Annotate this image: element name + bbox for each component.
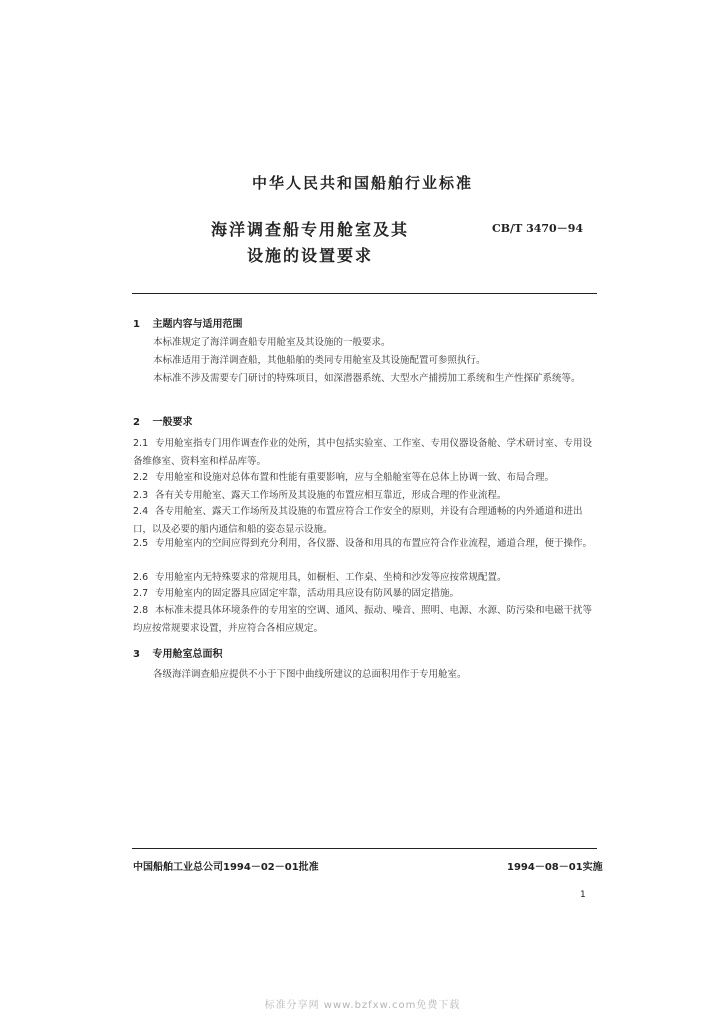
header-divider <box>132 293 597 294</box>
section-2-heading <box>133 413 192 428</box>
clause-2-5 <box>133 535 599 553</box>
section-3-number: 3 <box>133 649 140 660</box>
clause-number: 2.6 <box>133 572 149 583</box>
clause-number: 2.3 <box>133 490 149 501</box>
document-title-line-2: 设施的设置要求 <box>246 246 373 265</box>
clause-2-8 <box>133 602 599 638</box>
section-3-title: 专用舱室总面积 <box>152 649 223 660</box>
clause-text: 专用舱室和设施对总体布置和性能有重要影响，应与全船舱室等在总体上协调一致、布局合理。 <box>155 472 555 483</box>
clause-2-7 <box>133 585 599 603</box>
clause-number: 2.5 <box>133 538 149 549</box>
section-1-heading <box>133 315 242 330</box>
clause-number: 2.7 <box>133 588 149 599</box>
clause-number: 2.1 <box>133 438 149 449</box>
effective-date: 1994－08－01实施 <box>507 862 603 873</box>
clause-2-1 <box>133 435 599 471</box>
clause-2-4 <box>133 503 599 539</box>
clause-number: 2.2 <box>133 472 149 483</box>
clause-text: 专用舱室内的空间应得到充分利用，各仪器、设备和用具的布置应符合作业流程，通道合理，便于操作。 <box>155 538 593 549</box>
clause-text: 各有关专用舱室、露天工作场所及其设施的布置应相互靠近，形成合理的作业流程。 <box>155 490 507 501</box>
clause-number: 2.4 <box>133 506 149 517</box>
approval-issuer: 中国船舶工业总公司1994－02－01批准 <box>133 862 319 873</box>
watermark: 标准分享网 www.bzfxw.com免费下载 <box>264 1000 461 1011</box>
section-3-paragraph: 各级海洋调查船应提供不小于下图中曲线所建议的总面积用作于专用舱室。 <box>153 669 467 680</box>
section-2-number: 2 <box>133 417 140 428</box>
section-1-number: 1 <box>133 319 140 330</box>
document-title-line-1: 海洋调查船专用舱室及其 <box>210 220 409 239</box>
clause-text: 专用舱室内无特殊要求的常规用具，如橱柜、工作桌、坐椅和沙发等应按常规配置。 <box>155 572 507 583</box>
footer-divider <box>132 848 597 849</box>
standard-code: CB/T 3470－94 <box>492 222 584 235</box>
section-3-heading <box>133 645 222 660</box>
clause-text: 专用舱室指专门用作调查作业的处所，其中包括实验室、工作室、专用仪器设备舱、学术研讨室、专用设备维修室、资料室和样品库等。 <box>133 438 593 467</box>
section-1-paragraph: 本标准适用于海洋调查船，其他船舶的类同专用舱室及其设施配置可参照执行。 <box>153 355 486 366</box>
clause-number: 2.8 <box>133 605 149 616</box>
section-1-paragraph: 本标准不涉及需要专门研讨的特殊项目，如深潜器系统、大型水产捕捞加工系统和生产性探矿系统等。 <box>153 373 581 384</box>
standard-category: 中华人民共和国船舶行业标准 <box>251 174 473 192</box>
clause-text: 本标准未提具体环境条件的专用室的空调、通风、振动、噪音、照明、电源、水源、防污染和电磁干扰等均应按常规要求设置，并应符合各相应规定。 <box>133 605 593 634</box>
page-number: 1 <box>580 890 586 900</box>
clause-2-2 <box>133 469 599 487</box>
section-2-title: 一般要求 <box>152 417 193 428</box>
clause-text: 各专用舱室、露天工作场所及其设施的布置应符合工作安全的原则，并设有合理通畅的内外通道和进出口，以及必要的船内通信和船的姿态显示设施。 <box>133 506 583 535</box>
section-1-title: 主题内容与适用范围 <box>152 319 243 330</box>
section-1-paragraph: 本标准规定了海洋调查船专用舱室及其设施的一般要求。 <box>153 337 391 348</box>
clause-text: 专用舱室内的固定器具应固定牢靠，活动用具应设有防风暴的固定措施。 <box>155 588 460 599</box>
